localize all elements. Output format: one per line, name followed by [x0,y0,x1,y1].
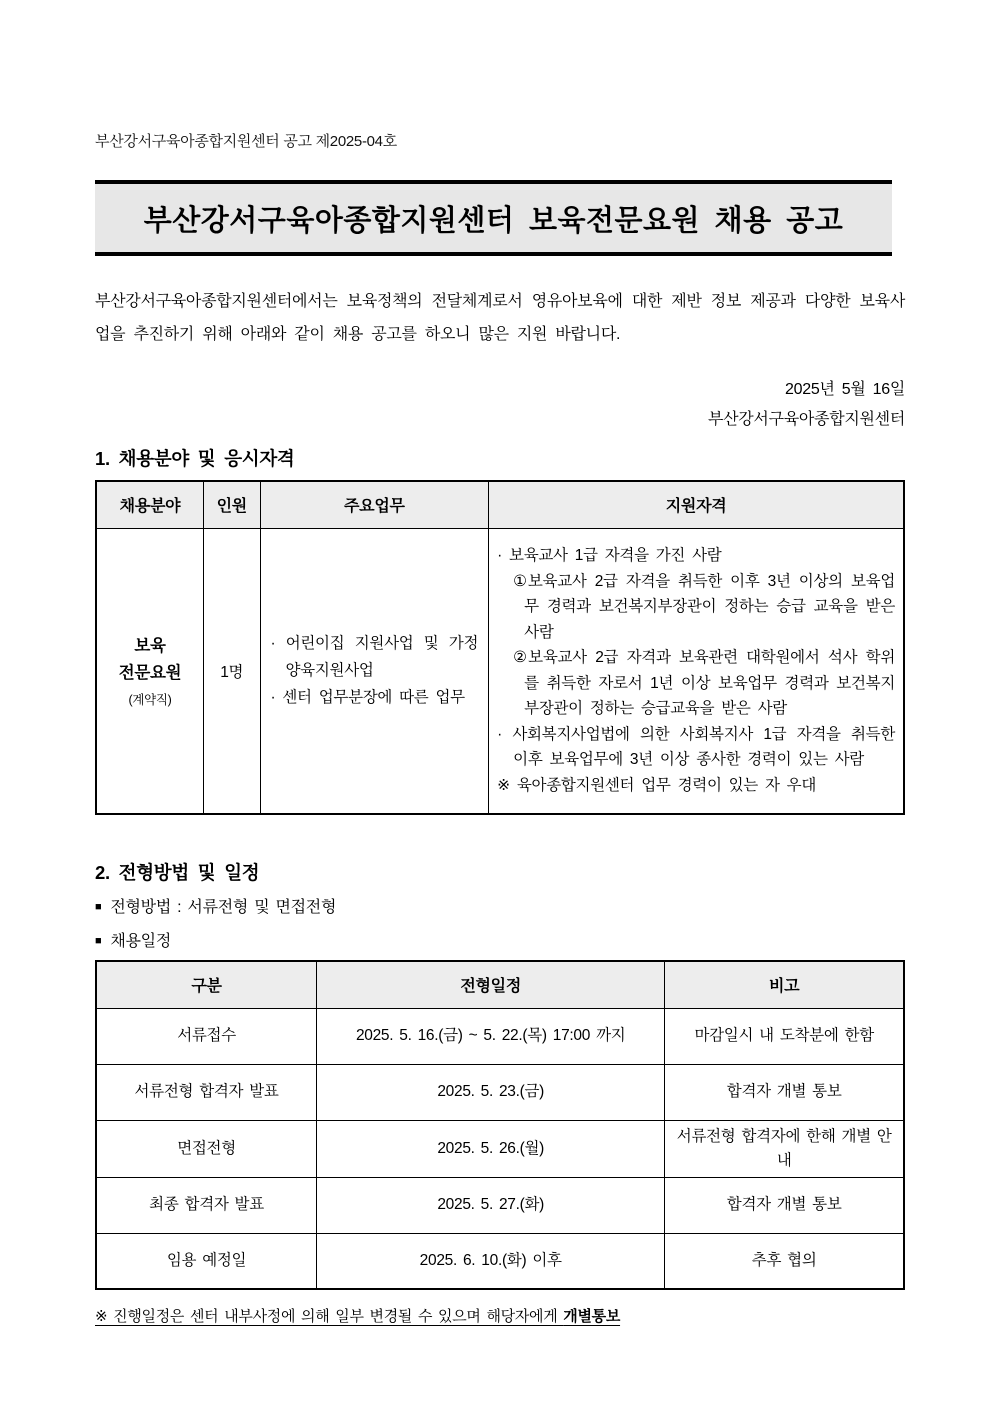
schedule-row-appointment [96,1233,904,1289]
schedule-row-final-result [96,1177,904,1233]
cell-remarks: 서류전형 합격자에 한해 개별 안내 [665,1120,904,1177]
cell-schedule: 2025. 5. 27.(화) [317,1177,665,1233]
cell-category: 임용 예정일 [96,1233,317,1289]
recruitment-table-row [96,528,904,814]
field-contract-note: (계약직) [128,693,172,708]
schedule-label-text: 채용일정 [110,933,171,950]
schedule-footnote [95,1305,905,1326]
schedule-row-interview [96,1120,904,1177]
col-header-duties: 주요업무 [260,481,489,528]
title-banner [95,180,892,256]
schedule-label-line [95,931,905,953]
cell-recruitment-field [96,528,203,814]
square-bullet-icon: ■ [95,901,102,913]
doc-number: 부산강서구육아종합지원센터 공고 제2025-04호 [95,133,397,150]
cell-schedule: 2025. 6. 10.(화) 이후 [317,1233,665,1289]
col-header-category: 구분 [96,961,317,1008]
footnote-underlined-text [95,1308,620,1325]
cell-duties [260,528,489,814]
footnote-bold-text: 개별통보 [563,1308,621,1325]
cell-remarks: 합격자 개별 통보 [665,1064,904,1120]
cell-category: 최종 합격자 발표 [96,1177,317,1233]
cell-schedule: 2025. 5. 16.(금) ~ 5. 22.(목) 17:00 까지 [317,1008,665,1064]
cell-headcount: 1명 [203,528,260,814]
schedule-table-header-row [96,961,904,1008]
schedule-row-document-result [96,1064,904,1120]
selection-method-text: 전형방법 : 서류전형 및 면접전형 [110,899,337,916]
selection-method-line [95,897,905,919]
schedule-table [95,960,905,1290]
qualification-item: ①보육교사 2급 자격을 취득한 이후 3년 이상의 보육업무 경력과 보건복지부장관이 정하는 승급 교육을 받은 사람 [513,572,895,641]
announcement-date: 2025년 5월 16일 [785,381,905,398]
signature-block [95,375,905,435]
field-name-line2: 전문요원 [118,664,182,683]
qualification-preference-note: ※ 육아종합지원센터 업무 경력이 있는 자 우대 [497,776,816,794]
page-title: 부산강서구육아종합지원센터 보육전문요원 채용 공고 [143,204,844,237]
cell-remarks: 추후 협의 [665,1233,904,1289]
col-header-qualifications: 지원자격 [489,481,904,528]
section1-heading: 1. 채용분야 및 응시자격 [95,448,295,469]
recruitment-table-header-row [96,481,904,528]
square-bullet-icon: ■ [95,935,102,947]
cell-category: 면접전형 [96,1120,317,1177]
cell-category: 서류전형 합격자 발표 [96,1064,317,1120]
issuing-organization: 부산강서구육아종합지원센터 [707,411,905,428]
footnote-prefix: ※ 진행일정은 센터 내부사정에 의해 일부 변경될 수 있으며 해당자에게 [95,1308,564,1325]
duty-item: · 센터 업무분장에 따른 업무 [270,689,465,707]
cell-qualifications [489,528,904,814]
cell-remarks: 마감일시 내 도착분에 한함 [665,1008,904,1064]
qualification-item: · 사회복지사업법에 의한 사회복지사 1급 자격을 취득한 이후 보육업무에 3년 이상 종사한 경력이 있는 사람 [497,725,895,769]
cell-schedule: 2025. 5. 26.(월) [317,1120,665,1177]
col-header-field: 채용분야 [96,481,203,528]
section2-heading: 2. 전형방법 및 일정 [95,862,260,883]
field-name-line1: 보육 [134,637,166,656]
qualification-item: ②보육교사 2급 자격과 보육관련 대학원에서 석사 학위를 취득한 자로서 1년 이상 보육업무 경력과 보건복지부장관이 정하는 승급교육을 받은 사람 [513,649,895,718]
recruitment-table [95,480,905,815]
col-header-headcount: 인원 [203,481,260,528]
schedule-row-document-submission [96,1008,904,1064]
intro-paragraph: 부산강서구육아종합지원센터에서는 보육정책의 전달체계로서 영유아보육에 대한 제반 정보 제공과 다양한 보육사업을 추진하기 위해 아래와 같이 채용 공고를 하오니 많은 지원 바랍니다. [95,293,905,343]
col-header-schedule: 전형일정 [317,961,665,1008]
cell-schedule: 2025. 5. 23.(금) [317,1064,665,1120]
duty-item: · 어린이집 지원사업 및 가정 양육지원사업 [270,635,479,680]
qualification-item: · 보육교사 1급 자격을 가진 사람 [497,547,722,565]
col-header-remarks: 비고 [665,961,904,1008]
cell-category: 서류접수 [96,1008,317,1064]
cell-remarks: 합격자 개별 통보 [665,1177,904,1233]
